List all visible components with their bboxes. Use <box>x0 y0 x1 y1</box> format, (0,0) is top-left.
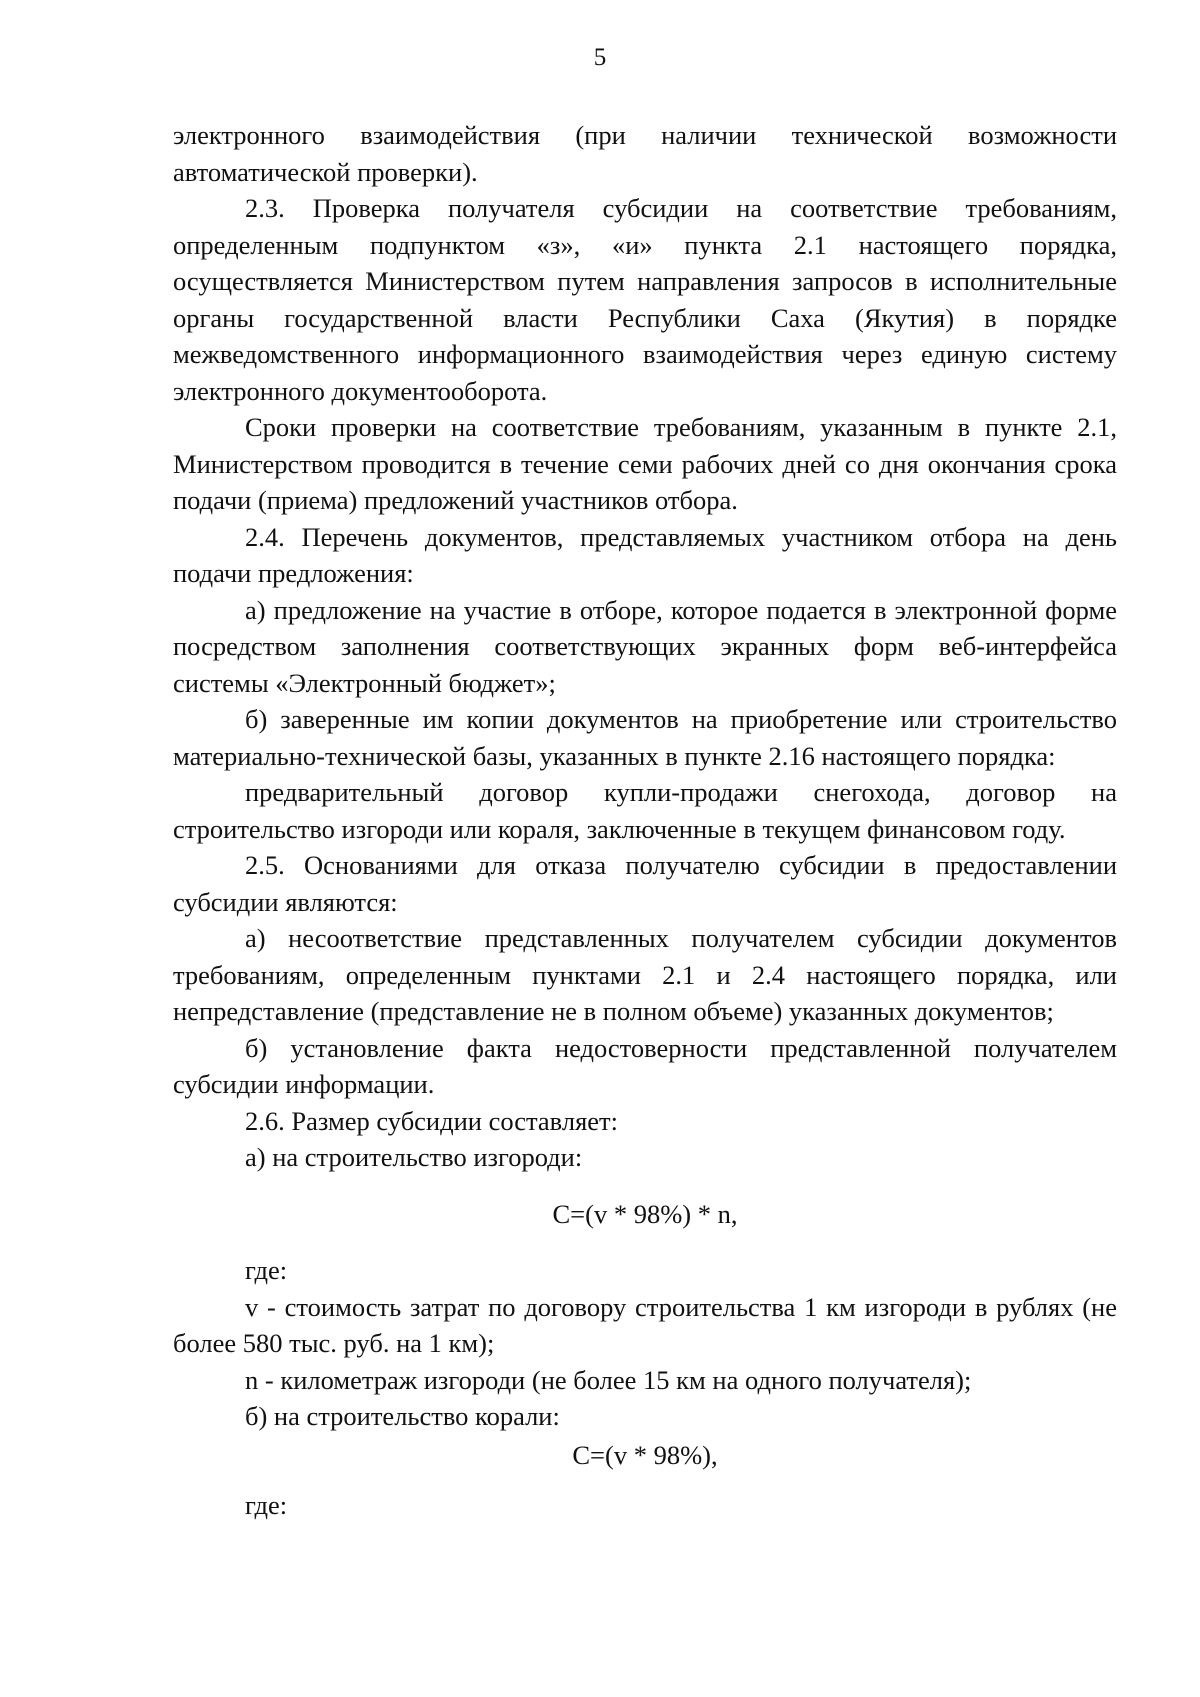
formula-fence: C=(v * 98%) * n, <box>552 1198 738 1229</box>
document-body <box>173 117 1117 1524</box>
definition-n: n - километраж изгороди (не более 15 км на одного получателя); <box>245 1364 972 1395</box>
paragraph-2-6: 2.6. Размер субсидии составляет: <box>245 1105 618 1136</box>
paragraph-2-4: 2.4. Перечень документов, представляемых участником отбора на день подачи предложения: <box>173 521 1117 588</box>
paragraph-2-6-a: а) на строительство изгороди: <box>245 1142 583 1172</box>
where-label-2: где: <box>245 1490 288 1520</box>
paragraph-2-6-b: б) на строительство корали: <box>245 1401 560 1431</box>
where-label: где: <box>245 1255 288 1285</box>
paragraph-contracts: предварительный договор купли-продажи снегохода, договор на строительство изгороди или кораля, заключенные в текущем финансовом году. <box>173 777 1117 844</box>
page-number: 5 <box>593 44 607 71</box>
paragraph-check-terms: Сроки проверки на соответствие требованиям, указанным в пункте 2.1, Министерством проводится в течение семи рабочих дней со дня окончания срока подачи (приема) предложений участников отбора. <box>173 412 1117 515</box>
paragraph-2-5: 2.5. Основаниями для отказа получателю субсидии в предоставлении субсидии являются: <box>173 850 1117 917</box>
definition-v: v - стоимость затрат по договору строительства 1 км изгороди в рублях (не более 580 тыс. руб. на 1 км); <box>173 1291 1117 1358</box>
paragraph-continuation: электронного взаимодействия (при наличии технической возможности автоматической проверки). <box>173 120 1117 187</box>
paragraph-2-5-b: б) установление факта недостоверности представленной получателем субсидии информации. <box>173 1032 1117 1099</box>
paragraph-2-4-a: а) предложение на участие в отборе, которое подается в электронной форме посредством заполнения соответствующих экранных форм веб-интерфейса системы «Электронный бюджет»; <box>173 594 1117 698</box>
formula-corral: C=(v * 98%), <box>572 1439 718 1470</box>
paragraph-2-3: 2.3. Проверка получателя субсидии на соответствие требованиям, определенным подпунктом «з», «и» пункта 2.1 настоящего порядка, осуществляется Министерством путем направления запросов в исполнительные органы государственной власти Республики Саха (Якутия) в порядке межведомственного информационного взаимодействия через единую систему электронного документооборота. <box>173 193 1117 406</box>
paragraph-2-5-a: а) несоответствие представленных получателем субсидии документов требованиям, определенным пунктами 2.1 и 2.4 настоящего порядка, или непредставление (представление не в полном объеме) указанных документов; <box>173 923 1117 1026</box>
paragraph-2-4-b: б) заверенные им копии документов на приобретение или строительство материально-технической базы, указанных в пункте 2.16 настоящего порядка: <box>173 704 1117 771</box>
